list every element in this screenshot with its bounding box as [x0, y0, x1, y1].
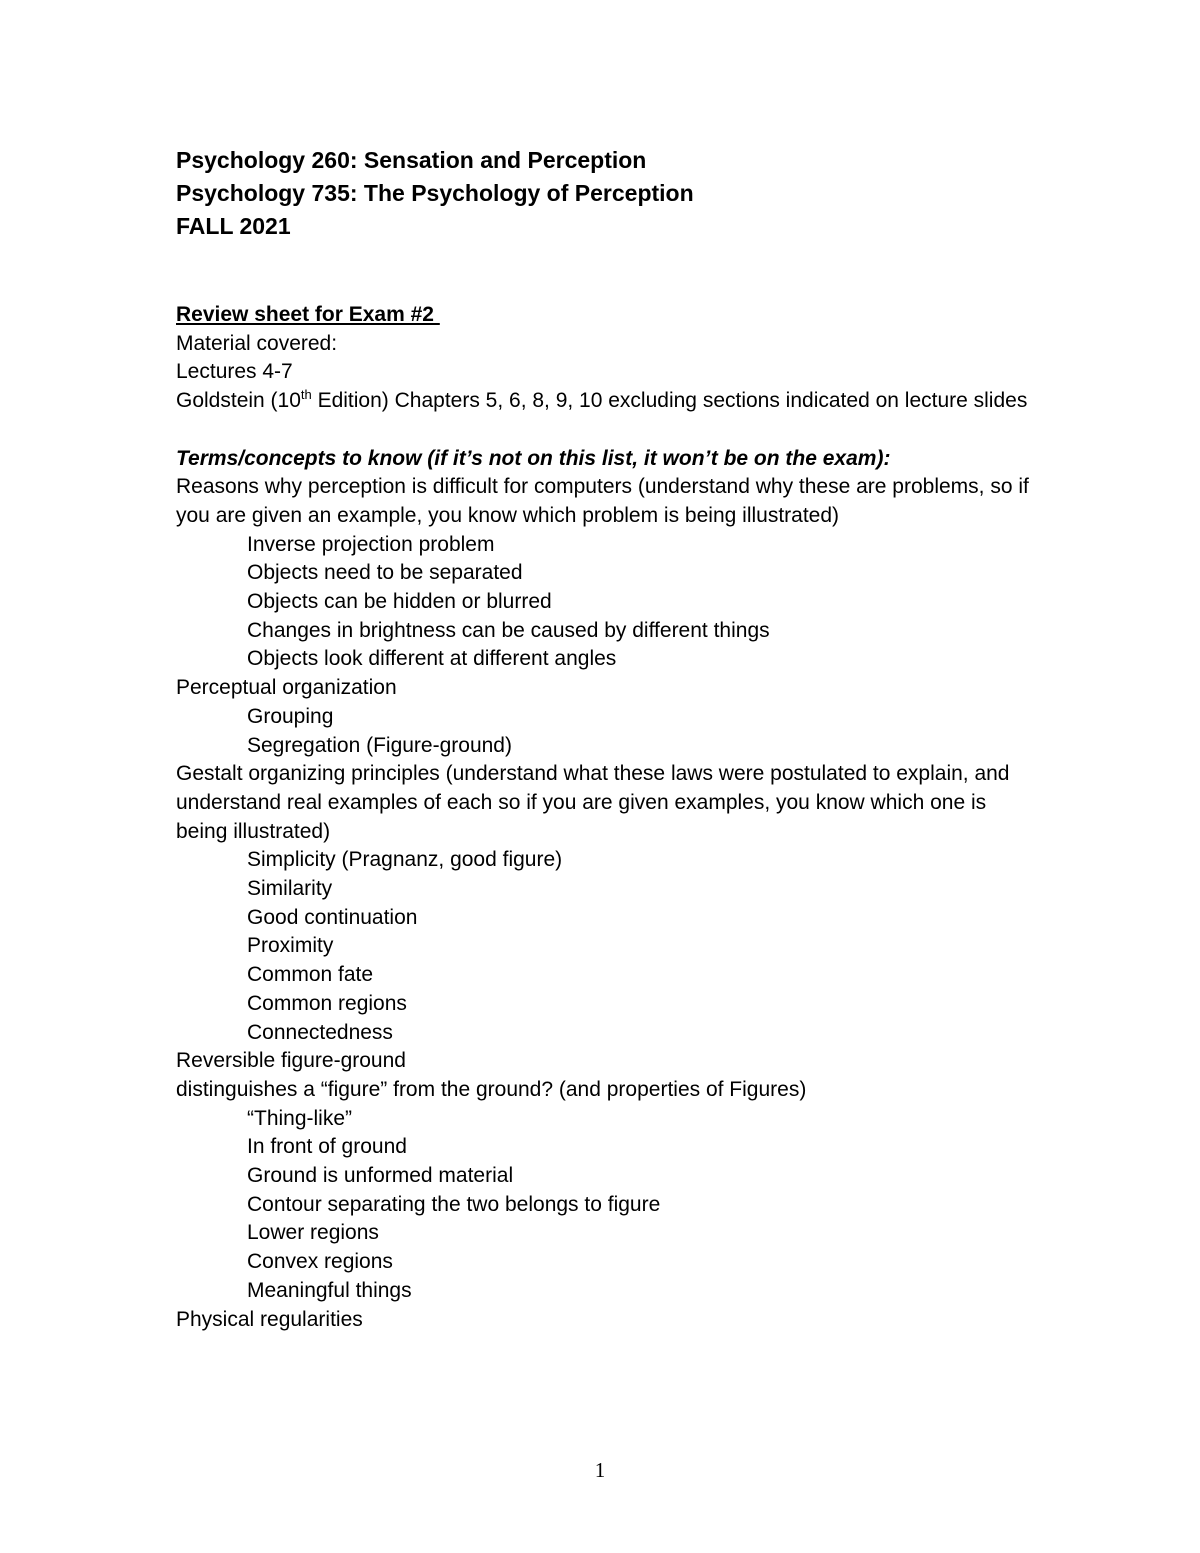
- term-item: “Thing-like”: [247, 1106, 353, 1130]
- reading-superscript: th: [300, 387, 312, 403]
- term-label: FALL 2021: [176, 213, 291, 239]
- review-sheet-heading: Review sheet for Exam #2: [176, 303, 440, 326]
- course-title-735: Psychology 735: The Psychology of Perception: [176, 180, 694, 206]
- term-item: Objects look different at different angles: [247, 647, 617, 671]
- term-item: Connectedness: [247, 1020, 393, 1044]
- review-sheet-body: [176, 301, 1036, 1334]
- term-item: Ground is unformed material: [247, 1164, 514, 1188]
- terms-section: [176, 1306, 1036, 1335]
- section-title: Perceptual organization: [176, 676, 397, 700]
- terms-heading: Terms/concepts to know (if it’s not on this list, it won’t be on the exam):: [176, 446, 891, 470]
- terms-section: [176, 760, 1036, 1047]
- term-item: Grouping: [247, 704, 334, 728]
- term-item: Meaningful things: [247, 1278, 412, 1302]
- term-item: Inverse projection problem: [247, 532, 495, 556]
- term-item: Simplicity (Pragnanz, good figure): [247, 848, 563, 872]
- material-covered-label: Material covered:: [176, 331, 338, 355]
- reading-prefix: Goldstein (10: [176, 389, 301, 413]
- terms-section: [176, 473, 1036, 674]
- term-item: Objects need to be separated: [247, 561, 523, 585]
- term-item: Segregation (Figure-ground): [247, 733, 512, 757]
- terms-section: [176, 1076, 1036, 1306]
- lectures-range: Lectures 4-7: [176, 360, 293, 384]
- term-item: Objects can be hidden or blurred: [247, 590, 552, 614]
- spacer: [176, 416, 1036, 445]
- section-title: distinguishes a “figure” from the ground? (and properties of Figures): [176, 1077, 807, 1101]
- section-title: Gestalt organizing principles (understand what these laws were postulated to explain, and understand real examples of each so if you are given examples, you know which one is being illustrated): [176, 762, 1010, 843]
- section-title: Physical regularities: [176, 1307, 363, 1331]
- section-title: Reasons why perception is difficult for computers (understand why these are problems, so if you are given an example, you know which problem is being illustrated): [176, 475, 1029, 527]
- terms-section: [176, 1047, 1036, 1076]
- term-item: Contour separating the two belongs to figure: [247, 1192, 661, 1216]
- term-item: Convex regions: [247, 1250, 393, 1274]
- course-header: [176, 144, 694, 243]
- term-item: Changes in brightness can be caused by different things: [247, 618, 770, 642]
- term-item: Proximity: [247, 934, 334, 958]
- term-item: Lower regions: [247, 1221, 379, 1245]
- term-item: Similarity: [247, 877, 333, 901]
- term-item: In front of ground: [247, 1135, 407, 1159]
- reading-suffix: Edition) Chapters 5, 6, 8, 9, 10 excluding sections indicated on lecture slides: [311, 389, 1028, 413]
- course-title-260: Psychology 260: Sensation and Perception: [176, 147, 647, 173]
- term-item: Common fate: [247, 963, 374, 987]
- terms-section: [176, 674, 1036, 760]
- term-item: Good continuation: [247, 905, 418, 929]
- page-number: 1: [594, 1458, 606, 1482]
- term-item: Common regions: [247, 991, 407, 1015]
- reading-assignment: [176, 387, 1036, 416]
- section-title: Reversible figure-ground: [176, 1049, 406, 1073]
